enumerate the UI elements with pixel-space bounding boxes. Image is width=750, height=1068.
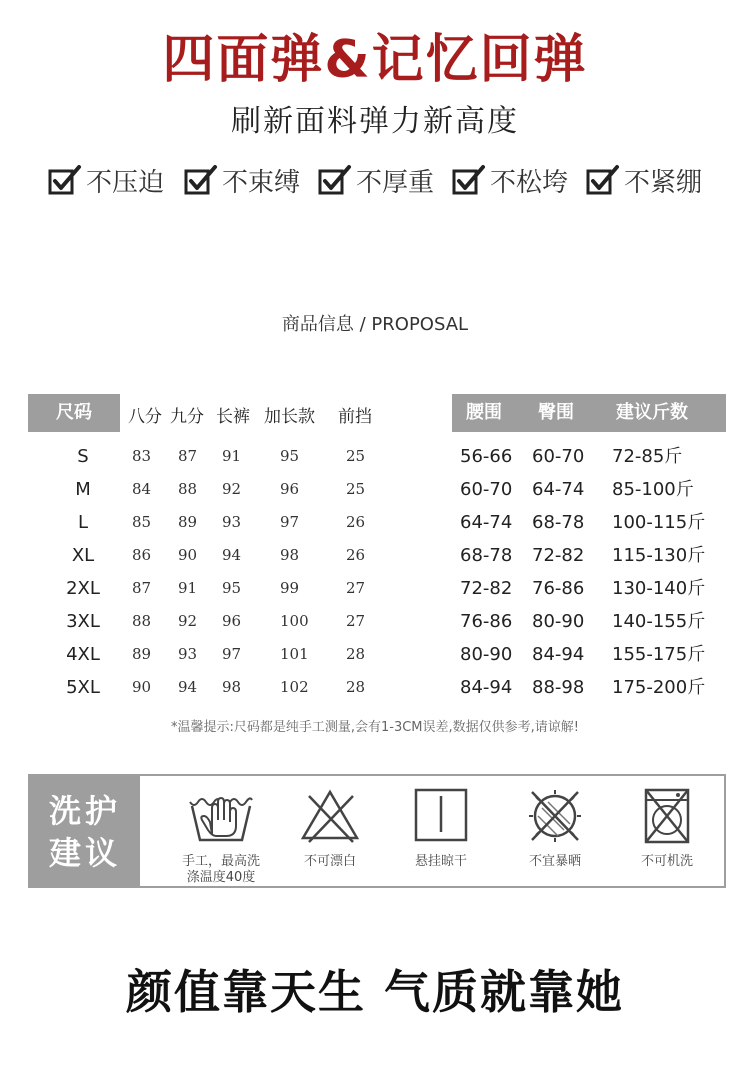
waist-cell: 68-78 — [460, 545, 513, 566]
weight-cell: 175-200斤 — [612, 677, 706, 698]
length-cell: 102 — [280, 678, 309, 696]
length-cell: 95 — [222, 579, 242, 597]
weight-cell: 115-130斤 — [612, 545, 706, 566]
table-row — [28, 605, 726, 638]
waist-cell: 56-66 — [460, 446, 513, 467]
hip-cell: 76-86 — [532, 578, 585, 599]
table-row — [28, 638, 726, 671]
waist-cell: 72-82 — [460, 578, 513, 599]
length-cell: 93 — [222, 513, 242, 531]
length-cell: 86 — [132, 546, 152, 564]
length-cell: 83 — [132, 447, 152, 465]
length-header: 加长款 — [264, 407, 315, 427]
care-item — [166, 786, 276, 886]
length-cell: 93 — [178, 645, 198, 663]
length-cell: 98 — [280, 546, 300, 564]
care-item-label: 不宜暴晒 — [528, 854, 581, 869]
feature-label: 不压迫 — [86, 167, 165, 198]
measurement-header-group — [452, 394, 726, 432]
size-cell: 3XL — [66, 611, 100, 632]
no-sun-dry-icon — [520, 786, 590, 848]
checkbox-checked-icon — [48, 164, 84, 196]
length-cell: 84 — [132, 480, 152, 498]
hip-cell: 60-70 — [532, 446, 585, 467]
front-rise-cell: 27 — [346, 612, 366, 630]
length-cell: 100 — [280, 612, 309, 630]
length-cell: 88 — [132, 612, 152, 630]
feature-label: 不厚重 — [356, 167, 435, 198]
feature-item — [184, 160, 300, 200]
size-cell: XL — [71, 545, 95, 566]
weight-cell: 140-155斤 — [612, 611, 706, 632]
length-cell: 88 — [178, 480, 198, 498]
length-cell: 97 — [280, 513, 300, 531]
length-header-group — [120, 390, 450, 430]
length-cell: 94 — [178, 678, 198, 696]
care-label-line: 洗护 — [48, 792, 121, 830]
weight-cell: 85-100斤 — [612, 479, 694, 500]
feature-label: 不束缚 — [222, 167, 301, 198]
front-rise-cell: 25 — [346, 480, 366, 498]
waist-cell: 64-74 — [460, 512, 513, 533]
weight-cell: 72-85斤 — [612, 446, 683, 467]
length-cell: 94 — [222, 546, 242, 564]
weight-header: 建议斤数 — [616, 402, 688, 423]
page-title: 四面弹&记忆回弹 — [162, 30, 588, 90]
weight-cell: 100-115斤 — [612, 512, 706, 533]
table-row — [28, 440, 726, 473]
front-rise-header: 前挡 — [338, 407, 372, 427]
length-cell: 96 — [222, 612, 242, 630]
length-cell: 87 — [132, 579, 152, 597]
length-cell: 91 — [178, 579, 198, 597]
care-item — [386, 786, 496, 870]
care-panel — [28, 774, 726, 888]
checkbox-checked-icon — [318, 164, 354, 196]
hip-cell: 68-78 — [532, 512, 585, 533]
waist-cell: 84-94 — [460, 677, 513, 698]
size-cell: 4XL — [66, 644, 100, 665]
size-cell: L — [77, 512, 89, 533]
length-cell: 92 — [178, 612, 198, 630]
length-header: 九分 — [170, 407, 204, 427]
table-row — [28, 506, 726, 539]
size-column-header: 尺码 — [28, 394, 120, 432]
size-cell: 5XL — [66, 677, 100, 698]
page-subtitle: 刷新面料弹力新高度 — [231, 104, 519, 139]
length-cell: 92 — [222, 480, 242, 498]
front-rise-cell: 26 — [346, 513, 366, 531]
care-item — [275, 786, 385, 870]
length-cell: 98 — [222, 678, 242, 696]
hip-cell: 84-94 — [532, 644, 585, 665]
length-cell: 85 — [132, 513, 152, 531]
waist-cell: 60-70 — [460, 479, 513, 500]
line-dry-icon — [406, 786, 476, 848]
section-title: 商品信息 / PROPOSAL — [281, 314, 469, 335]
feature-list — [48, 160, 728, 200]
care-item — [500, 786, 610, 870]
care-item-label: 不可机洗 — [640, 854, 693, 869]
length-cell: 96 — [280, 480, 300, 498]
care-item-label: 涤温度40度 — [186, 870, 256, 885]
table-row — [28, 572, 726, 605]
care-item-label: 悬挂晾干 — [414, 854, 467, 869]
waist-cell: 80-90 — [460, 644, 513, 665]
length-cell: 90 — [178, 546, 198, 564]
length-cell: 91 — [222, 447, 242, 465]
waist-cell: 76-86 — [460, 611, 513, 632]
checkbox-checked-icon — [184, 164, 220, 196]
size-note: *温馨提示:尺码都是纯手工测量,会有1-3CM误差,数据仅供参考,请谅解! — [170, 720, 579, 735]
size-table-header — [28, 394, 726, 432]
length-header: 长裤 — [216, 407, 250, 427]
table-row — [28, 473, 726, 506]
length-cell: 87 — [178, 447, 198, 465]
care-label — [30, 776, 140, 886]
no-machine-wash-icon — [632, 786, 702, 848]
hip-cell: 80-90 — [532, 611, 585, 632]
length-cell: 95 — [280, 447, 300, 465]
hip-cell: 64-74 — [532, 479, 585, 500]
length-cell: 89 — [178, 513, 198, 531]
length-header: 八分 — [128, 407, 162, 427]
feature-item — [452, 160, 568, 200]
hip-header: 臀围 — [538, 402, 574, 423]
care-item-label: 手工，最高洗 — [181, 854, 260, 869]
feature-item — [48, 160, 164, 200]
care-label-line: 建议 — [48, 834, 121, 872]
checkbox-checked-icon — [452, 164, 488, 196]
size-cell: M — [75, 479, 91, 500]
front-rise-cell: 28 — [346, 645, 366, 663]
table-row — [28, 671, 726, 704]
front-rise-cell: 28 — [346, 678, 366, 696]
weight-cell: 155-175斤 — [612, 644, 706, 665]
length-cell: 89 — [132, 645, 152, 663]
feature-item — [586, 160, 702, 200]
waist-header: 腰围 — [466, 402, 502, 423]
length-cell: 97 — [222, 645, 242, 663]
no-bleach-icon — [295, 786, 365, 848]
length-cell: 90 — [132, 678, 152, 696]
checkbox-checked-icon — [586, 164, 622, 196]
hip-cell: 72-82 — [532, 545, 585, 566]
feature-label: 不紧绷 — [624, 167, 703, 198]
size-cell: 2XL — [66, 578, 100, 599]
care-item-label: 不可漂白 — [303, 854, 356, 869]
length-cell: 99 — [280, 579, 300, 597]
weight-cell: 130-140斤 — [612, 578, 706, 599]
length-cell: 101 — [280, 645, 309, 663]
hand-wash-icon — [186, 786, 256, 848]
hip-cell: 88-98 — [532, 677, 585, 698]
table-row — [28, 539, 726, 572]
footer-slogan: 颜值靠天生 气质就靠她 — [125, 965, 624, 1019]
front-rise-cell: 27 — [346, 579, 366, 597]
feature-item — [318, 160, 434, 200]
front-rise-cell: 26 — [346, 546, 366, 564]
care-item — [612, 786, 722, 870]
front-rise-cell: 25 — [346, 447, 366, 465]
feature-label: 不松垮 — [490, 167, 569, 198]
size-cell: S — [77, 446, 89, 467]
